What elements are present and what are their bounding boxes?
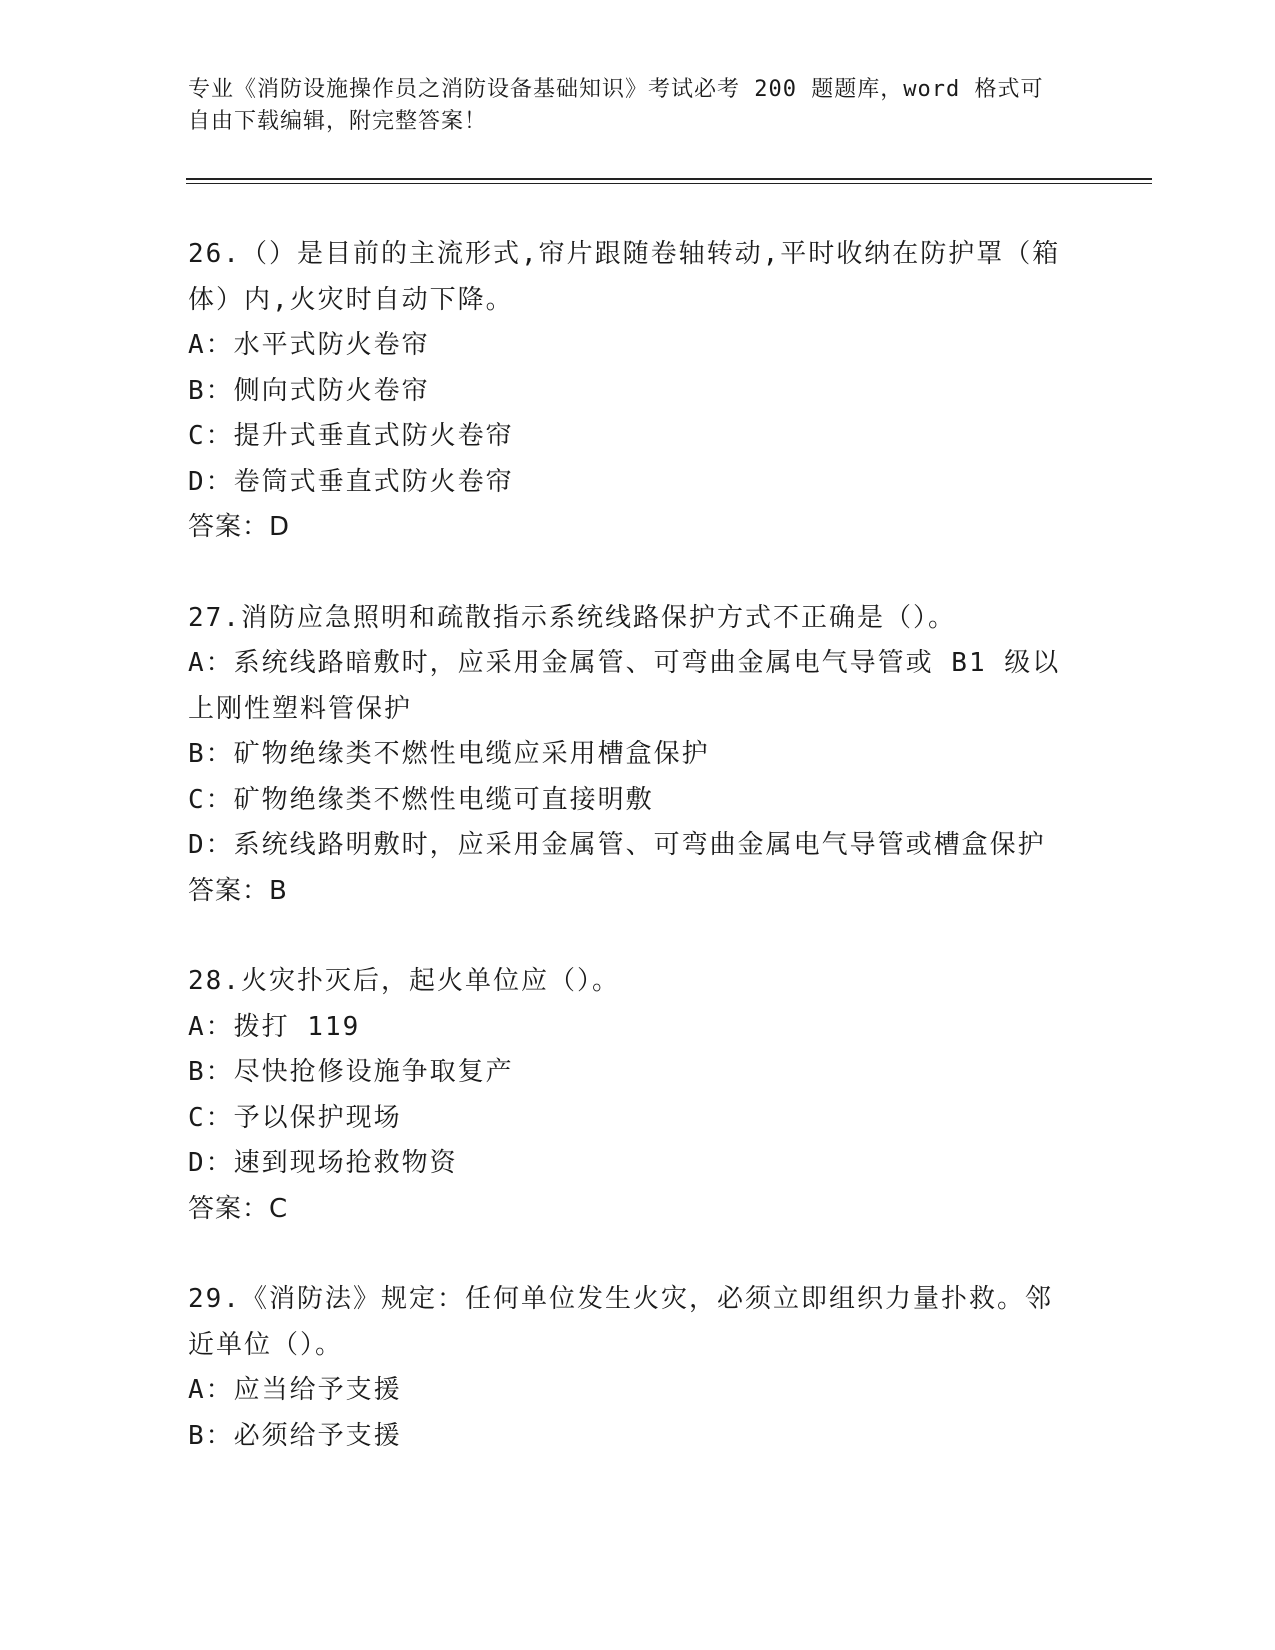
header-line-2: 自由下载编辑，附完整答案！: [188, 109, 488, 134]
question-stem: 27.消防应急照明和疏散指示系统线路保护方式不正确是（）。: [188, 602, 956, 633]
question-block: [188, 959, 1088, 1232]
answer-option: A：应当给予支援: [188, 1375, 402, 1405]
answer-option: C：矿物绝缘类不燃性电缆可直接明敷: [188, 784, 654, 815]
question-stem: 体）内,火灾时自动下降。: [188, 284, 514, 315]
answer-option: A：水平式防火卷帘: [188, 330, 430, 360]
answer-option: B：必须给予支援: [188, 1420, 402, 1451]
answer-option: B：矿物绝缘类不燃性电缆应采用槽盒保护: [188, 739, 710, 769]
answer-key: 答案：B: [188, 875, 288, 906]
question-list: [188, 232, 1088, 1459]
header-divider: [186, 178, 1152, 184]
question-stem: 26.（）是目前的主流形式,帘片跟随卷轴转动,平时收纳在防护罩（箱: [188, 239, 1061, 269]
answer-key: 答案：D: [188, 512, 291, 542]
answer-option: 上刚性塑料管保护: [188, 693, 413, 724]
question-block: [188, 1277, 1088, 1459]
question-stem: 近单位（）。: [188, 1329, 344, 1360]
answer-option: D：系统线路明敷时，应采用金属管、可弯曲金属电气导管或槽盒保护: [188, 830, 1046, 860]
answer-option: A：系统线路暗敷时，应采用金属管、可弯曲金属电气导管或 B1 级以: [188, 648, 1061, 678]
answer-option: B：侧向式防火卷帘: [188, 375, 430, 406]
question-block: [188, 232, 1088, 551]
document-header: [188, 74, 1068, 138]
answer-option: B：尽快抢修设施争取复产: [188, 1057, 514, 1087]
question-stem: 29.《消防法》规定：任何单位发生火灾，必须立即组织力量扑救。邻: [188, 1284, 1053, 1314]
question-stem: 28.火灾扑灭后，起火单位应（）。: [188, 966, 620, 996]
header-line-1: 专业《消防设施操作员之消防设备基础知识》考试必考 200 题题库，word 格式可: [188, 77, 1044, 102]
answer-option: D：卷筒式垂直式防火卷帘: [188, 466, 514, 497]
answer-option: C：提升式垂直式防火卷帘: [188, 421, 514, 451]
answer-key: 答案：C: [188, 1193, 289, 1224]
answer-option: A：拨打 119: [188, 1011, 361, 1042]
answer-option: C：予以保护现场: [188, 1102, 402, 1133]
question-block: [188, 596, 1088, 915]
answer-option: D：速到现场抢救物资: [188, 1148, 458, 1178]
